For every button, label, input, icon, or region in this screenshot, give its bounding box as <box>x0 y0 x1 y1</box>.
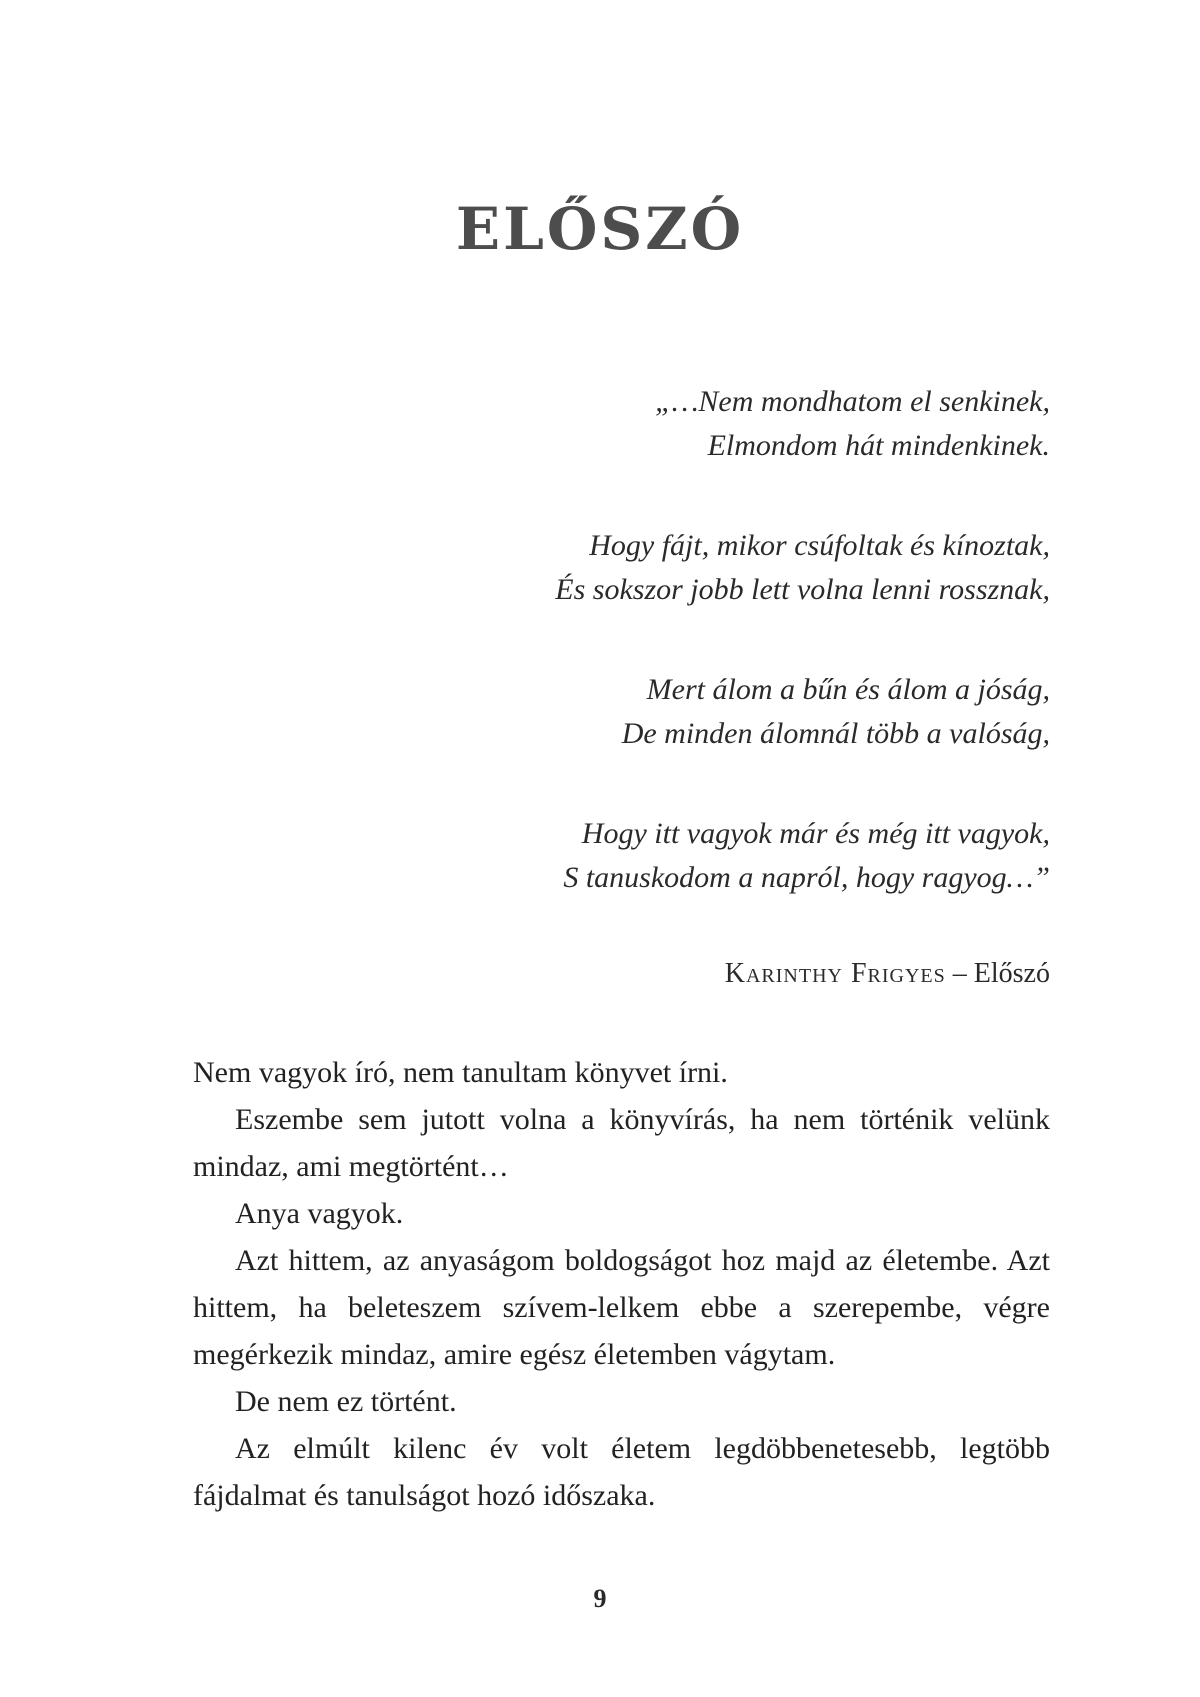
chapter-title: ELŐSZÓ <box>455 195 745 263</box>
poem-stanza <box>350 668 1050 756</box>
poem-line: S tanuskodom a napról, hogy ragyog…” <box>563 861 1050 894</box>
body-paragraph: Nem vagyok író, nem tanultam könyvet írni. <box>193 1056 728 1089</box>
poem-line: „…Nem mondhatom el senkinek, <box>655 385 1050 418</box>
epigraph-attribution <box>350 954 1050 994</box>
poem-stanza <box>350 524 1050 612</box>
poem-line: Mert álom a bűn és álom a jóság, <box>646 673 1050 706</box>
body-paragraph: Azt hittem, az anyaságom boldogságot hoz majd az életembe. Azt hittem, ha beleteszem szívem-lelkem ebbe a szerepembe, végre megérkezik mindaz, amire egész életemben vágytam. <box>193 1244 1050 1371</box>
page-number: 9 <box>593 1584 607 1613</box>
poem-line: És sokszor jobb lett volna lenni rossznak, <box>555 573 1050 606</box>
poem-stanza <box>350 812 1050 900</box>
body-text <box>193 1049 1050 1519</box>
attribution-work: Előszó <box>973 958 1050 989</box>
attribution-author: Karinthy Frigyes <box>724 958 946 989</box>
epigraph-poem <box>350 380 1050 956</box>
body-paragraph: Eszembe sem jutott volna a könyvírás, ha nem történik velünk mindaz, ami megtörtént… <box>193 1103 1050 1183</box>
poem-stanza <box>350 380 1050 468</box>
poem-line: Hogy itt vagyok már és még itt vagyok, <box>581 817 1050 850</box>
attribution-separator: – <box>945 958 974 989</box>
body-paragraph: Az elmúlt kilenc év volt életem legdöbbenetesebb, legtöbb fájdalmat és tanulságot hozó időszaka. <box>193 1432 1050 1512</box>
body-paragraph: Anya vagyok. <box>235 1197 404 1230</box>
poem-line: De minden álomnál több a valóság, <box>621 717 1050 750</box>
poem-line: Hogy fájt, mikor csúfoltak és kínoztak, <box>589 529 1050 562</box>
body-paragraph: De nem ez történt. <box>235 1385 457 1418</box>
poem-line: Elmondom hát mindenkinek. <box>707 429 1050 462</box>
